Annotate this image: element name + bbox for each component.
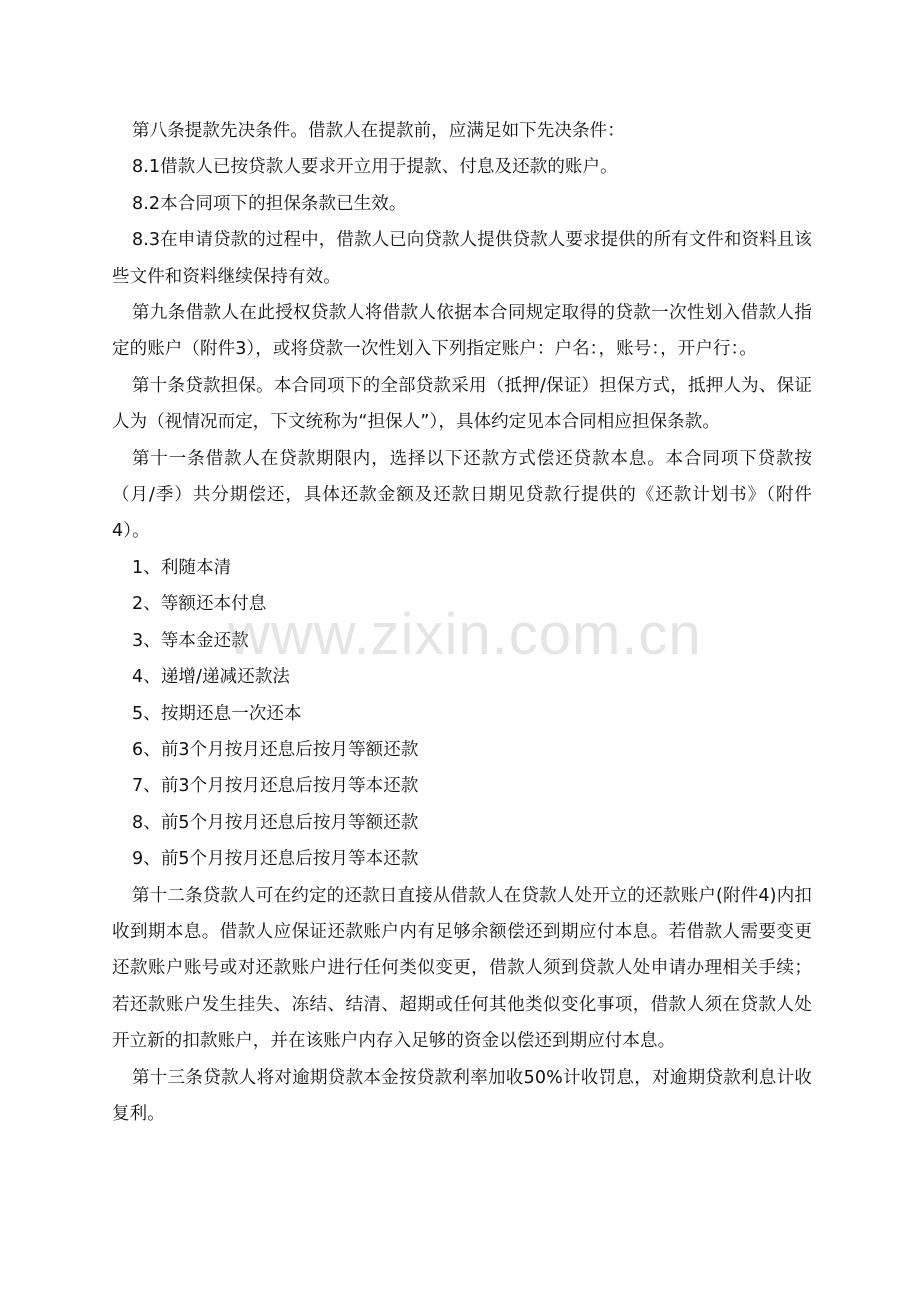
paragraph-article-12: 第十二条贷款人可在约定的还款日直接从借款人在贷款人处开立的还款账户(附件4)内扣收到期本息。借款人应保证还款账户内有足够余额偿还到期应付本息。若借款人需要变更还款账户账号或对还款账户进行任何类似变更，借款人须到贷款人处申请办理相关手续；若还款账户发生挂失、冻结、结清、超期或任何其他类似变化事项，借款人须在贷款人处开立新的扣款账户，并在该账户内存入足够的资金以偿还到期应付本息。 — [112, 885, 812, 1052]
paragraph-clause-8-3: 8.3在申请贷款的过程中，借款人已向贷款人提供贷款人要求提供的所有文件和资料且该些文件和资料继续保持有效。 — [112, 230, 812, 287]
list-item: 1、利随本清 — [132, 557, 232, 578]
list-item: 6、前3个月按月还息后按月等额还款 — [132, 739, 419, 760]
paragraph-article-11: 第十一条借款人在贷款期限内，选择以下还款方式偿还贷款本息。本合同项下贷款按（月/季）共分期偿还，具体还款金额及还款日期见贷款行提供的《还款计划书》（附件4）。 — [112, 448, 812, 542]
paragraph-article-10: 第十条贷款担保。本合同项下的全部贷款采用（抵押/保证）担保方式，抵押人为、保证人为（视情况而定，下文统称为“担保人”），具体约定见本合同相应担保条款。 — [112, 375, 812, 433]
list-item: 9、前5个月按月还息后按月等本还款 — [132, 849, 419, 870]
list-item: 7、前3个月按月还息后按月等本还款 — [132, 776, 419, 797]
list-item: 5、按期还息一次还本 — [132, 703, 302, 724]
watermark-text: www.zixin.com.cn — [228, 602, 702, 667]
list-item: 2、等额还本付息 — [132, 594, 267, 615]
paragraph-article-9: 第九条借款人在此授权贷款人将借款人依据本合同规定取得的贷款一次性划入借款人指定的账户（附件3），或将贷款一次性划入下列指定账户：户名：，账号：，开户行：。 — [112, 303, 812, 360]
paragraph-article-13: 第十三条贷款人将对逾期贷款本金按贷款利率加收50%计收罚息，对逾期贷款利息计收复利。 — [112, 1067, 812, 1124]
paragraph-clause-8-1: 8.1借款人已按贷款人要求开立用于提款、付息及还款的账户。 — [132, 157, 618, 178]
list-item: 8、前5个月按月还息后按月等额还款 — [132, 812, 419, 833]
document-body — [112, 113, 812, 1132]
paragraph-clause-8-2: 8.2本合同项下的担保条款已生效。 — [132, 193, 407, 214]
list-item: 3、等本金还款 — [132, 630, 249, 651]
paragraph-article-8: 第八条提款先决条件。借款人在提款前，应满足如下先决条件： — [132, 121, 625, 141]
list-item: 4、递增/递减还款法 — [132, 667, 291, 688]
